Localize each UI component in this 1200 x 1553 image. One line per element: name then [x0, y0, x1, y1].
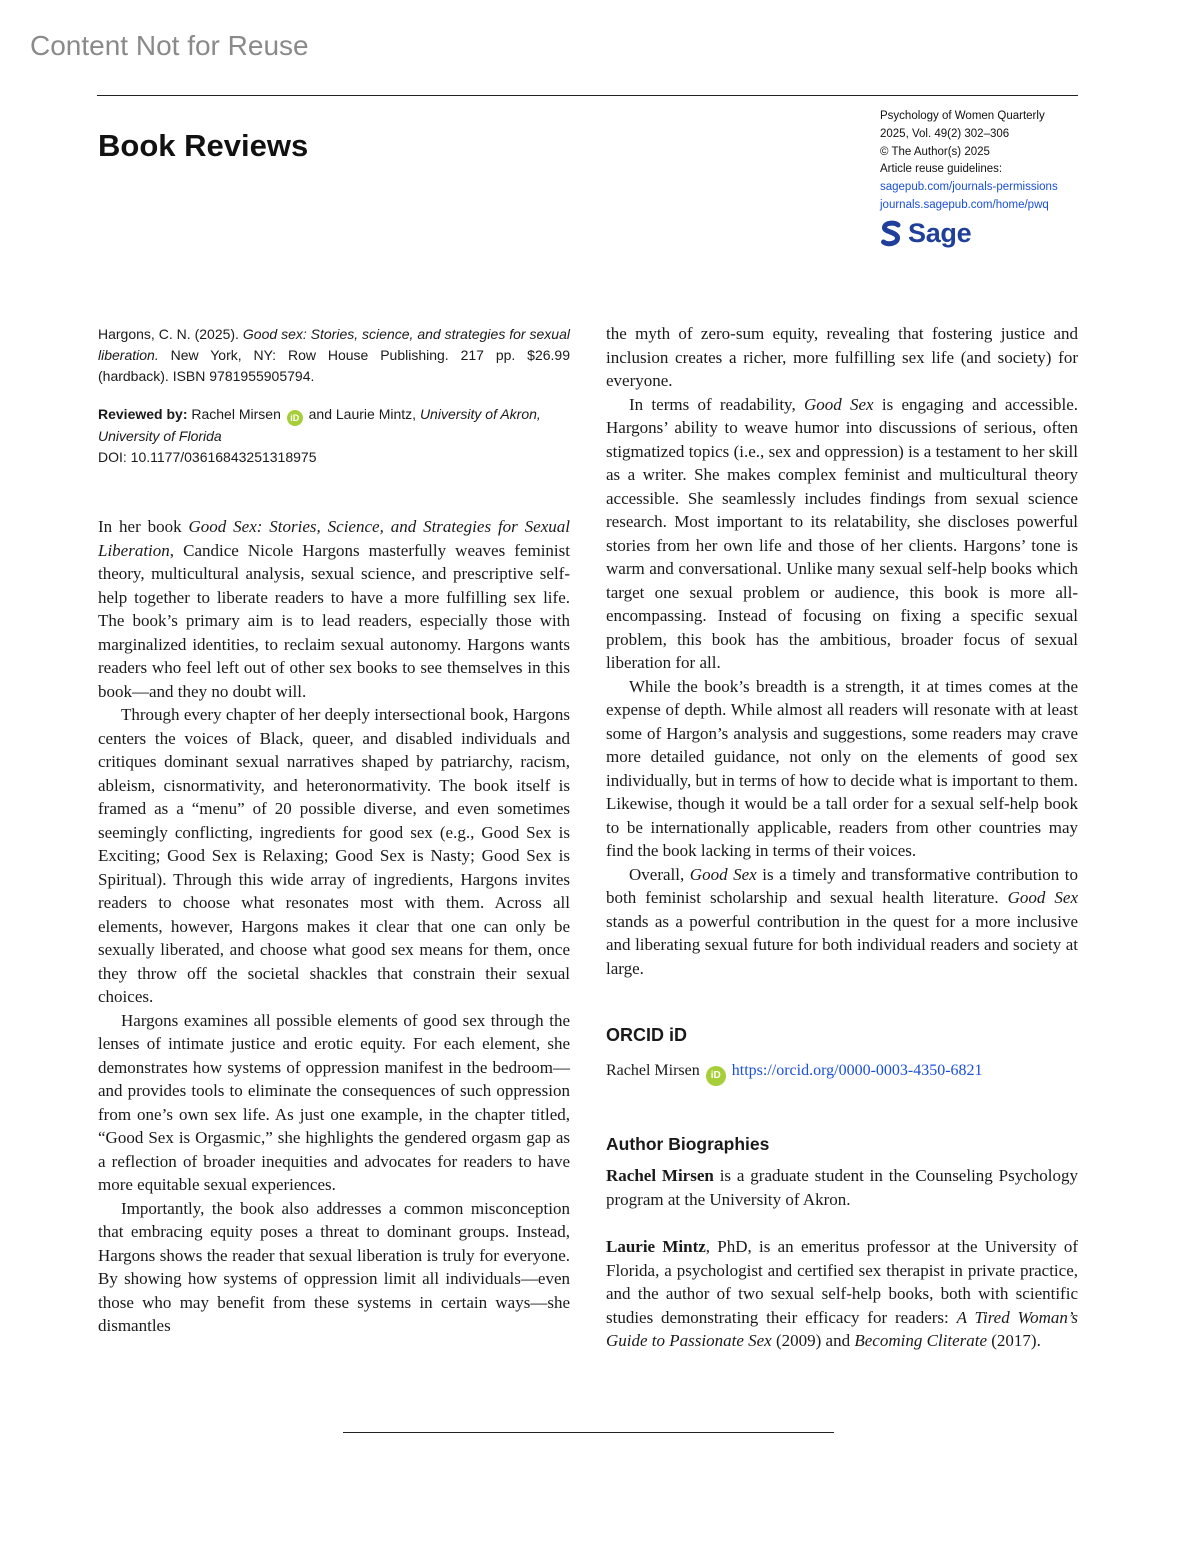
- text-run: is engaging and accessible. Hargons’ ability to weave humor into discussions of serious, often stigmatized topics (i.e., sex and oppression) is a testament to her skill as a writer. She makes complex feminist and multicultural theory accessible. She seamlessly includes findings from sexual science research. Most important to its relatability, she discloses powerful stories from her own life and those of her clients. Hargons’ tone is warm and conversational. Unlike many sexual self-help books which target one sexual problem or audience, this book is more all-encompassing. Instead of focusing on fixing a specific sexual problem, this book has the ambitious, broader focus of sexual liberation for all.: [606, 394, 1078, 672]
- top-rule: [97, 95, 1078, 96]
- bio-rachel-mirsen: [606, 1164, 1078, 1211]
- text-run: , Candice Nicole Hargons masterfully weaves feminist theory, multicultural analysis, sexual science, and prescriptive self-help together to liberate readers to have a more fulfilling sex life. The book’s primary aim is to lead readers, especially those with marginalized identities, to reclaim sexual autonomy. Hargons wants readers who feel left out of other sex books to see themselves in this book—and they no doubt will.: [98, 540, 570, 701]
- reviewer-connector: and Laurie Mintz,: [308, 406, 417, 422]
- reviewed-by-label: Reviewed by:: [98, 406, 188, 422]
- bio-text: (2017).: [987, 1331, 1041, 1350]
- text-run: is a timely and transformative contribution to both feminist scholarship and sexual health literature.: [606, 864, 1078, 907]
- citation-details: New York, NY: Row House Publishing. 217 pp. $26.99 (hardback). ISBN 9781955905794.: [98, 347, 570, 384]
- section-title: Book Reviews: [98, 128, 309, 163]
- text-run: stands as a powerful contribution in the quest for a more inclusive and liberating sexual future for both individual readers and society at large.: [606, 911, 1078, 978]
- text-run: Overall,: [629, 864, 690, 884]
- citation-title: Good sex: Stories, science, and strategies for sexual liberation.: [98, 326, 570, 363]
- reuse-label: Article reuse guidelines:: [880, 163, 1003, 176]
- body-paragraph-4: Importantly, the book also addresses a common misconception that embracing equity poses a threat to dominant groups. Instead, Hargons shows the reader that sexual liberation is truly for everyone. By showing how systems of oppression limit all individuals—even those who may benefit from these systems in certain ways—she dismantles: [98, 1198, 570, 1335]
- bio-laurie-mintz: [606, 1235, 1078, 1353]
- sage-wordmark: Sage: [908, 217, 972, 248]
- book-title: A Tired Woman’s Guide to Passionate Sex: [606, 1307, 1078, 1350]
- author-biographies-heading: Author Biographies: [606, 1133, 770, 1154]
- body-paragraph-4-continued: the myth of zero-sum equity, revealing that fostering justice and inclusion creates a richer, more fulfilling sex life (and society) for everyone.: [606, 324, 1078, 390]
- watermark: Content Not for Reuse: [30, 30, 309, 61]
- journal-home-link[interactable]: journals.sagepub.com/home/pwq: [880, 198, 1049, 211]
- book-title: Good Sex: [803, 394, 874, 414]
- journal-info: [880, 108, 1058, 248]
- book-title: Good Sex: Stories, Science, and Strategies for Sexual Liberation: [98, 517, 570, 560]
- right-column: [606, 322, 1078, 1353]
- body-paragraph-1: [98, 515, 570, 703]
- bio-name: Rachel Mirsen: [606, 1166, 714, 1185]
- bottom-rule: [343, 1432, 834, 1433]
- book-title: Becoming Cliterate: [854, 1331, 988, 1350]
- book-citation: [98, 324, 570, 387]
- orcid-heading: ORCID iD: [606, 1025, 687, 1045]
- orcid-icon[interactable]: iD: [706, 1066, 726, 1086]
- text-run: In terms of readability,: [629, 394, 804, 414]
- book-title: Good Sex: [689, 864, 757, 884]
- doi: DOI: 10.1177/03616843251318975: [98, 449, 317, 465]
- bio-text: is a graduate student in the Counseling Psychology program at the University of Akron.: [606, 1166, 1078, 1209]
- body-paragraph-5: [606, 393, 1078, 675]
- reviewed-by: [98, 404, 570, 447]
- text-run: In her book: [98, 517, 189, 536]
- citation-author: Hargons, C. N. (2025).: [98, 326, 239, 342]
- body-paragraph-3: Hargons examines all possible elements of good sex through the lenses of intimate justice and erotic equity. For each element, she demonstrates how systems of oppression manifest in the bedroom—and provides tools to eliminate the consequences of such oppression from one’s own sex life. As just one example, in the chapter titled, “Good Sex is Orgasmic,” she highlights the gendered orgasm gap as a reflection of broader inequities and advocates for readers to have more equitable sexual experiences.: [98, 1010, 570, 1194]
- orcid-entry: [606, 1059, 1078, 1086]
- body-paragraph-2: Through every chapter of her deeply intersectional book, Hargons centers the voices of Black, queer, and disabled individuals and critiques dominant sexual narratives shaped by patriarchy, racism, ableism, cisnormativity, and heteronormativity. The book itself is framed as a “menu” of 20 possible diverse, and even sometimes seemingly conflicting, ingredients for good sex (e.g., Good Sex is Exciting; Good Sex is Relaxing; Good Sex is Nasty; Good Sex is Spiritual). Through this wide array of ingredients, Hargons invites readers to choose what resonates most with them. Across all elements, however, Hargons makes it clear that one can only be sexually liberated, and choose what good sex means for them, once they throw off the societal shackles that constrain their sexual choices.: [98, 705, 570, 1006]
- orcid-link[interactable]: https://orcid.org/0000-0003-4350-6821: [731, 1061, 983, 1079]
- sage-s-icon: [880, 220, 902, 248]
- left-column: [98, 322, 570, 1338]
- journal-name: Psychology of Women Quarterly: [880, 110, 1045, 122]
- body-paragraph-7: [606, 863, 1078, 981]
- bio-text: , PhD, is an emeritus professor at the University of Florida, a psychologist and certified sex therapist in private practice, and the author of two sexual self-help books, both with scientific studies demonstrating their efficacy for readers:: [606, 1237, 1078, 1327]
- bio-name: Laurie Mintz: [606, 1237, 706, 1256]
- sage-logo: [880, 217, 1058, 248]
- bio-text: (2009) and: [771, 1331, 855, 1350]
- body-paragraph-6: While the book’s breadth is a strength, it at times comes at the expense of depth. While almost all readers will resonate with at least some of Hargon’s analysis and suggestions, some readers may crave more detailed guidance, not only on the elements of good sex individually, but in terms of how to decide what is important to them. Likewise, though it would be a tall order for a sexual self-help book to be internationally applicable, readers from other countries may find the book lacking in terms of their voices.: [606, 676, 1078, 860]
- journal-volume: 2025, Vol. 49(2) 302–306: [880, 127, 1010, 140]
- orcid-name: Rachel Mirsen: [606, 1061, 700, 1079]
- reviewer-name: Rachel Mirsen: [191, 406, 281, 422]
- permissions-link[interactable]: sagepub.com/journals-permissions: [880, 181, 1058, 194]
- journal-copyright: © The Author(s) 2025: [880, 145, 990, 158]
- book-title: Good Sex: [1007, 888, 1078, 907]
- orcid-icon[interactable]: iD: [287, 410, 303, 426]
- reviewer-affiliations: University of Akron, University of Florida: [98, 406, 541, 444]
